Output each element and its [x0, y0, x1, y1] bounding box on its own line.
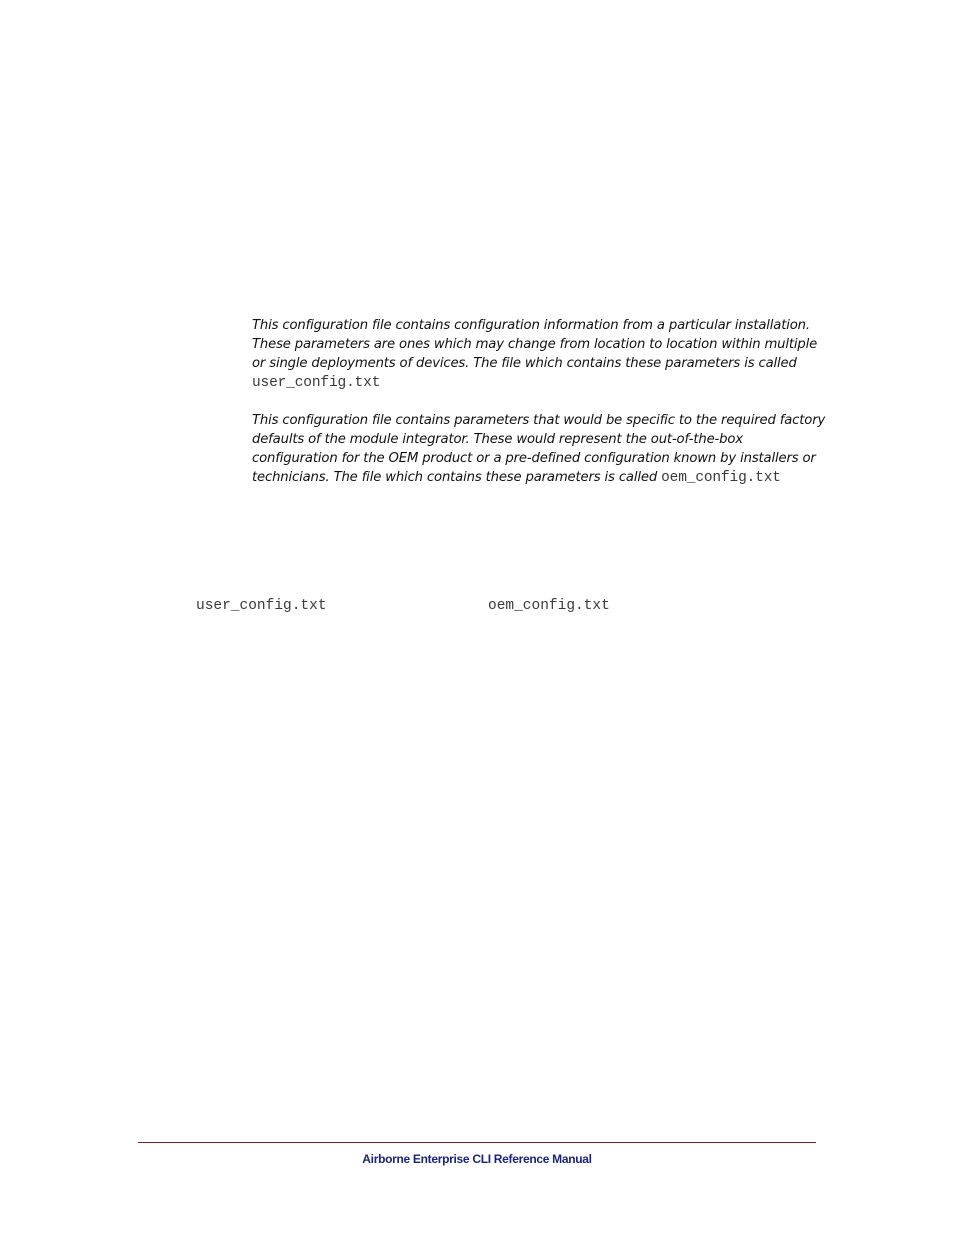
text-line: This configuration file contains configuration information from a particular installation. [252, 318, 810, 333]
text-line: or single deployments of devices. The file which contains these parameters is called [252, 356, 797, 371]
oem-config-description [252, 411, 826, 488]
footer-manual-title: Airborne Enterprise CLI Reference Manual [362, 1152, 592, 1166]
text-line: This configuration file contains parameters that would be specific to the required factory [252, 413, 826, 428]
footer-divider [138, 1142, 816, 1143]
text-line: These parameters are ones which may change from location to location within multiple [252, 337, 818, 352]
text-line: configuration for the OEM product or a pre-defined configuration known by installers or [252, 451, 816, 466]
oem-config-filename: oem_config.txt [661, 470, 781, 486]
user-config-filename: user_config.txt [252, 375, 381, 391]
oem-config-label: oem_config.txt [488, 598, 610, 614]
text-segment: technicians. The file which contains these parameters is called [252, 470, 658, 485]
user-config-description [252, 316, 822, 393]
text-line: defaults of the module integrator. These would represent the out-of-the-box [252, 432, 743, 447]
text-line-with-filename [252, 468, 822, 488]
user-config-label: user_config.txt [196, 598, 327, 614]
